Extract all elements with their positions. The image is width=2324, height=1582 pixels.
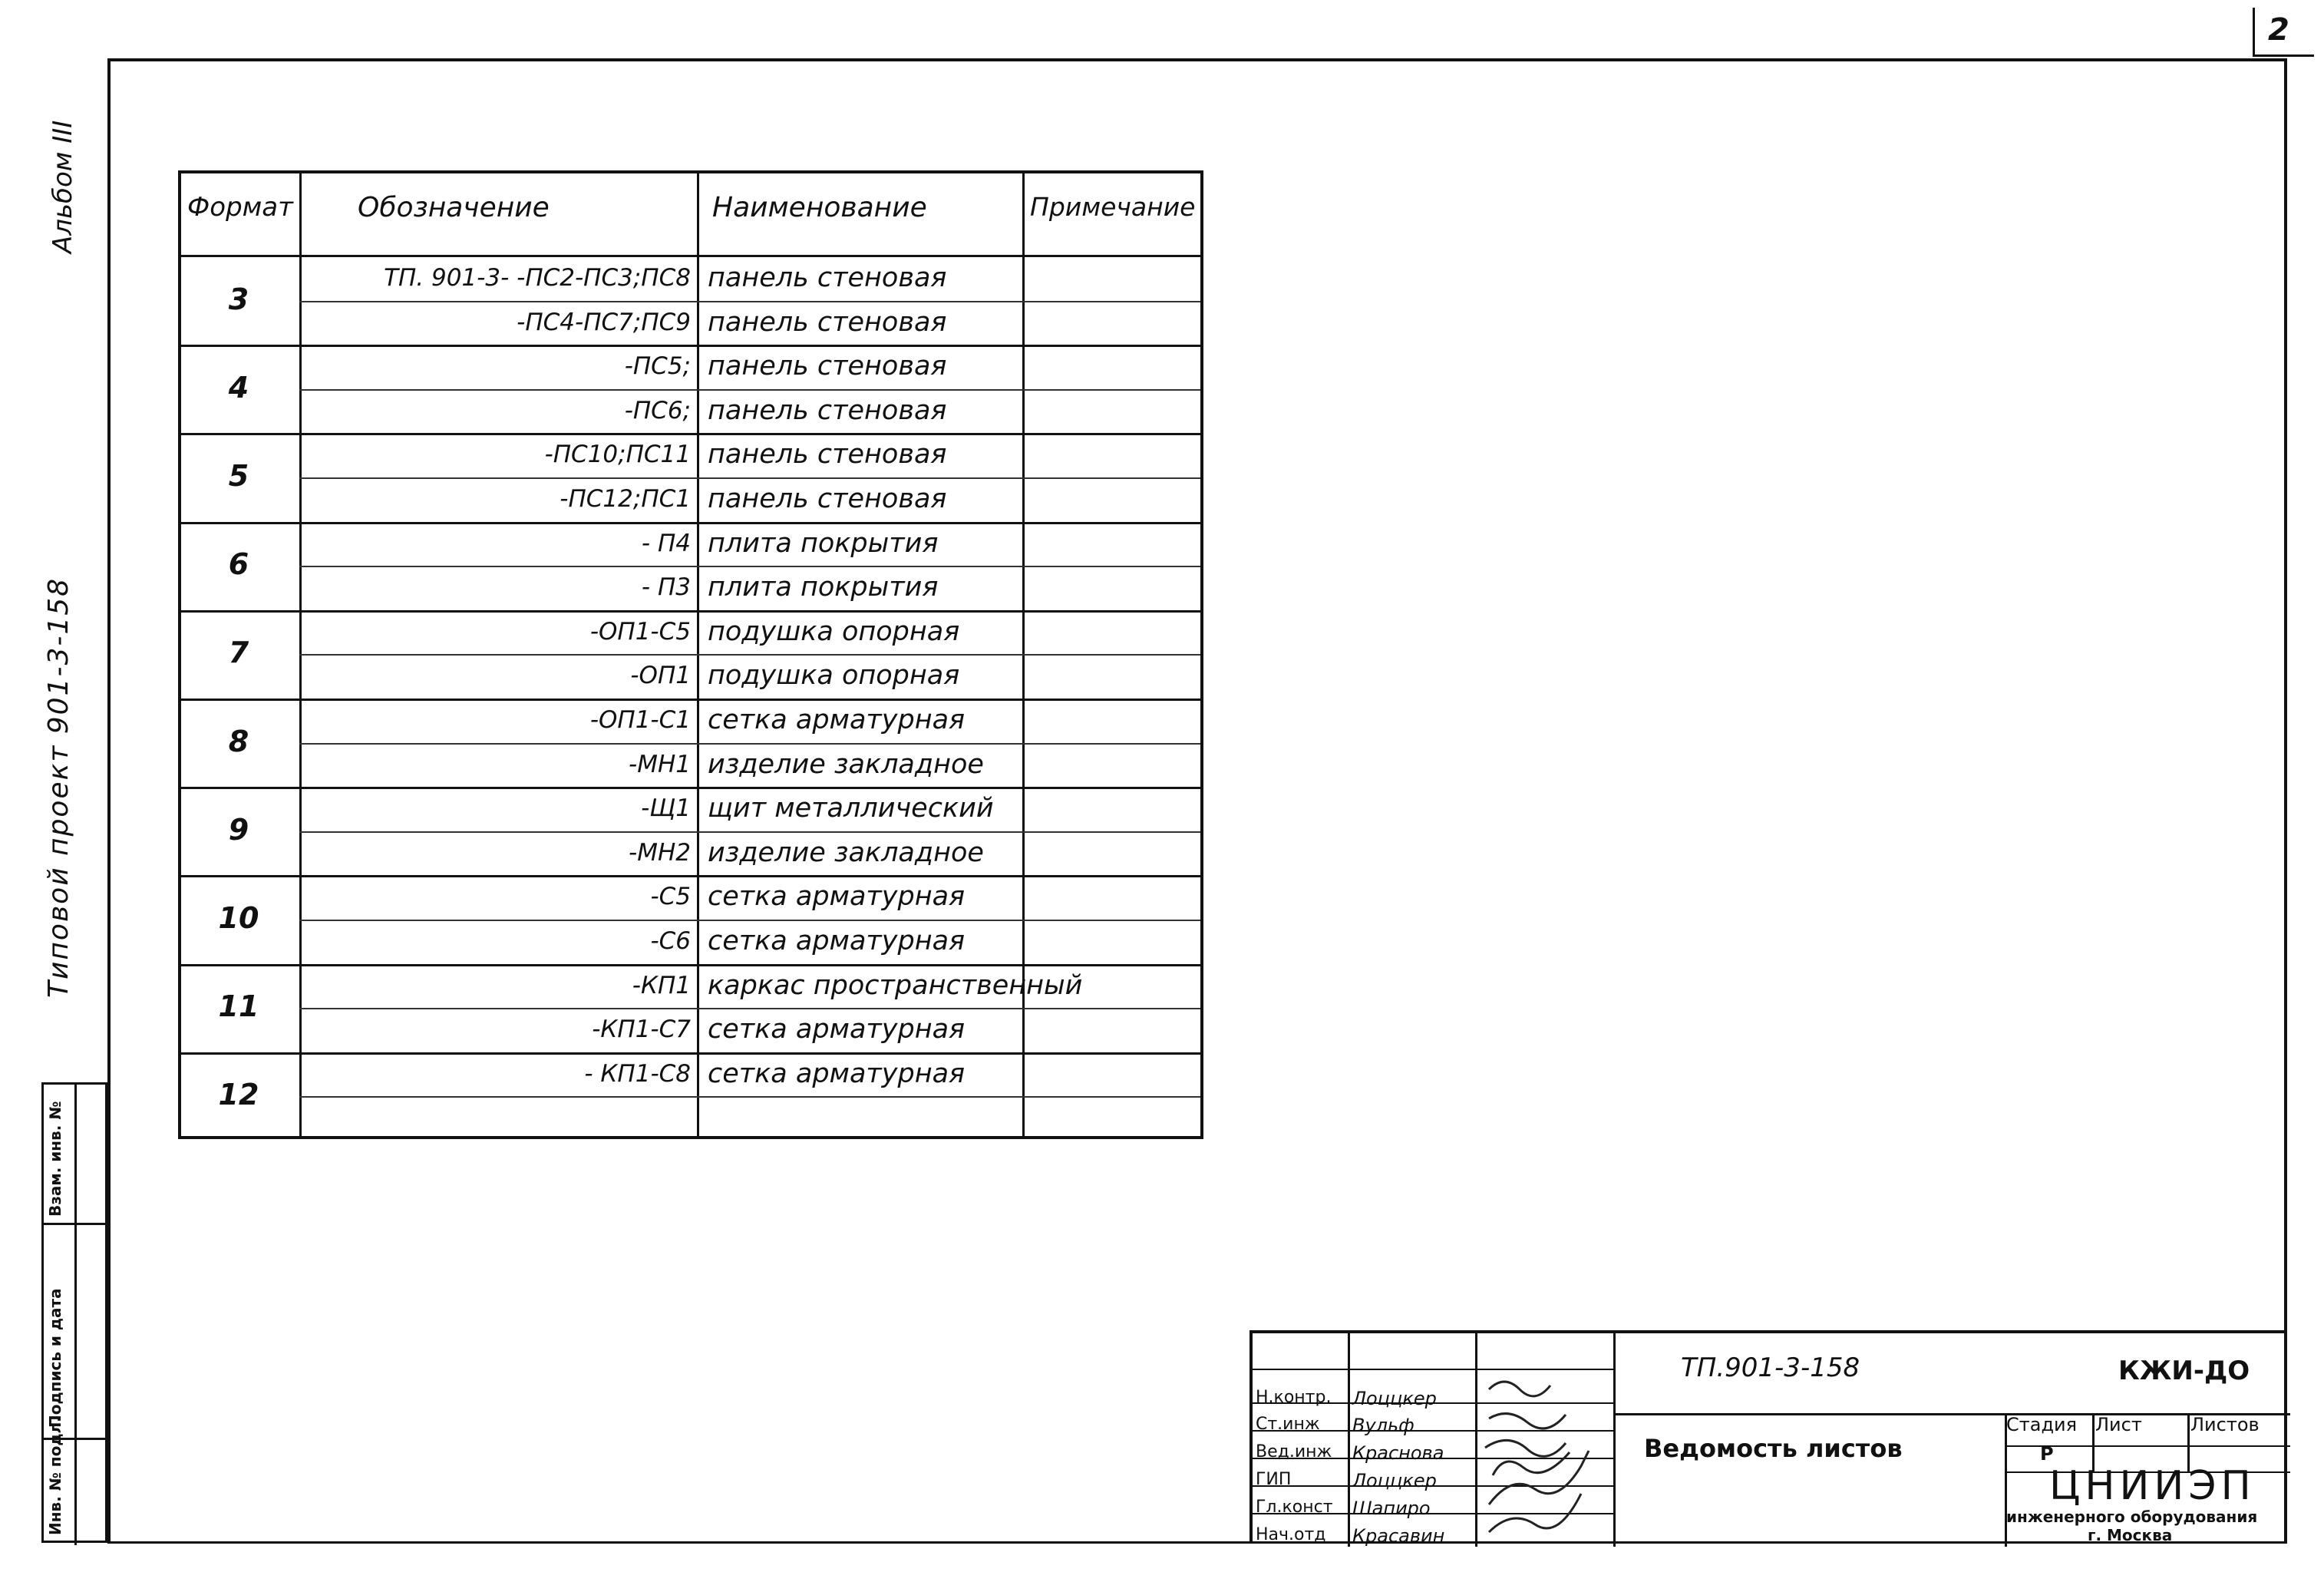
role-person: Лоццкер [1352, 1470, 1437, 1491]
stamp-cell-sign: Подпись и дата [46, 1288, 64, 1428]
sheet-label: Лист [2095, 1414, 2142, 1435]
sheet-list-table [178, 170, 1203, 1139]
sheet-number: 2 [2268, 12, 2289, 48]
format-cell: 4 [228, 370, 249, 405]
format-cell: 12 [218, 1078, 259, 1112]
name-cell: панель стеновая [708, 395, 947, 426]
table-row [181, 522, 1200, 566]
role-label: ГИП [1256, 1470, 1292, 1489]
doc-mark: КЖИ-ДО [2118, 1356, 2250, 1386]
table-row [181, 301, 1200, 345]
role-person: Краснова [1352, 1442, 1444, 1464]
name-cell: сетка арматурная [708, 881, 966, 913]
name-cell: подушка опорная [708, 616, 960, 647]
stage-label: Стадия [2006, 1414, 2078, 1435]
format-cell: 9 [228, 812, 249, 847]
name-cell: панель стеновая [708, 306, 947, 338]
format-cell: 6 [228, 547, 249, 582]
name-cell: плита покрытия [708, 572, 939, 603]
designation-cell: -ОП1 [630, 662, 691, 690]
header-name: Наименование [712, 192, 927, 223]
name-cell: панель стеновая [708, 439, 947, 471]
role-person: Шапиро [1352, 1498, 1431, 1519]
designation-cell: -С6 [650, 927, 691, 955]
role-label: Ст.инж [1256, 1415, 1320, 1434]
name-cell: сетка арматурная [708, 1014, 966, 1045]
role-person: Красавин [1352, 1525, 1445, 1547]
table-row [181, 256, 1200, 301]
stage-value: Р [2040, 1443, 2054, 1465]
table-row [181, 787, 1200, 831]
table-row [181, 477, 1200, 522]
name-cell: щит металлический [708, 793, 994, 824]
designation-cell: - П4 [641, 529, 691, 557]
org-line: инженерного оборудования [2006, 1508, 2258, 1526]
name-cell: панель стеновая [708, 484, 947, 514]
table-row [181, 389, 1200, 434]
signatures-scribble [1474, 1336, 1612, 1558]
table-row [181, 610, 1200, 655]
table-row [181, 743, 1200, 788]
name-cell: каркас пространственный [708, 969, 1083, 1001]
format-cell: 3 [228, 282, 249, 316]
name-cell: изделие закладное [708, 748, 984, 780]
table-row [181, 654, 1200, 699]
format-cell: 10 [218, 901, 259, 935]
header-designation: Обозначение [358, 192, 550, 223]
table-row [181, 964, 1200, 1009]
table-row [181, 566, 1200, 610]
designation-cell: -С5 [650, 883, 691, 911]
role-person: Вульф [1352, 1415, 1415, 1436]
org-city: г. Москва [2088, 1526, 2173, 1544]
name-cell: панель стеновая [708, 263, 947, 293]
name-cell: подушка опорная [708, 660, 960, 692]
table-row [181, 699, 1200, 743]
format-cell: 11 [218, 989, 259, 1024]
designation-cell: -МН2 [629, 838, 691, 867]
role-label: Вед.инж [1256, 1442, 1332, 1461]
designation-cell: -Щ1 [641, 794, 691, 823]
table-row [181, 433, 1200, 477]
role-label: Н.контр. [1256, 1388, 1332, 1407]
table-row [181, 920, 1200, 964]
designation-cell: - КП1-С8 [584, 1059, 691, 1088]
designation-cell: -ПС12;ПС1 [560, 485, 691, 513]
name-cell: плита покрытия [708, 527, 939, 559]
role-label: Гл.конст [1256, 1498, 1333, 1517]
format-cell: 5 [228, 459, 249, 493]
name-cell: панель стеновая [708, 351, 947, 382]
table-row [181, 1008, 1200, 1052]
designation-cell: -ПС6; [624, 396, 691, 424]
format-cell: 8 [228, 724, 249, 758]
stamp-cell-inv: Инв. № подл. [46, 1416, 64, 1535]
designation-cell: - П3 [641, 573, 691, 602]
designation-cell: -ПС10;ПС11 [544, 441, 691, 469]
stamp-cell-replace: Взам. инв. № [46, 1101, 64, 1217]
designation-cell: -ПС4-ПС7;ПС9 [517, 308, 691, 336]
doc-title: Ведомость листов [1644, 1434, 1903, 1463]
designation-cell: ТП. 901-3- -ПС2-ПС3;ПС8 [384, 264, 691, 292]
designation-cell: -ОП1-С1 [589, 706, 691, 734]
org-name: ЦНИИЭП [2049, 1463, 2256, 1509]
table-row [181, 345, 1200, 389]
name-cell: сетка арматурная [708, 1058, 966, 1089]
designation-cell: -ОП1-С5 [589, 617, 691, 646]
format-cell: 7 [228, 636, 249, 670]
doc-code: ТП.901-3-158 [1681, 1352, 1860, 1383]
name-cell: сетка арматурная [708, 926, 966, 956]
album-label: Альбом III [48, 120, 78, 253]
designation-cell: -КП1-С7 [592, 1016, 691, 1044]
table-row [181, 1052, 1200, 1097]
project-label: Типовой проект 901-3-158 [43, 576, 74, 998]
sheets-label: Листов [2190, 1414, 2260, 1435]
designation-cell: -КП1 [632, 971, 691, 999]
name-cell: изделие закладное [708, 837, 984, 868]
table-row [181, 1096, 1200, 1141]
table-row [181, 875, 1200, 920]
header-format: Формат [187, 192, 293, 223]
header-note: Примечание [1030, 192, 1196, 222]
name-cell: сетка арматурная [708, 705, 966, 735]
table-row [181, 831, 1200, 876]
role-person: Лоццкер [1352, 1388, 1437, 1409]
designation-cell: -ПС5; [624, 352, 691, 381]
role-label: Нач.отд [1256, 1525, 1326, 1544]
designation-cell: -МН1 [629, 750, 691, 778]
